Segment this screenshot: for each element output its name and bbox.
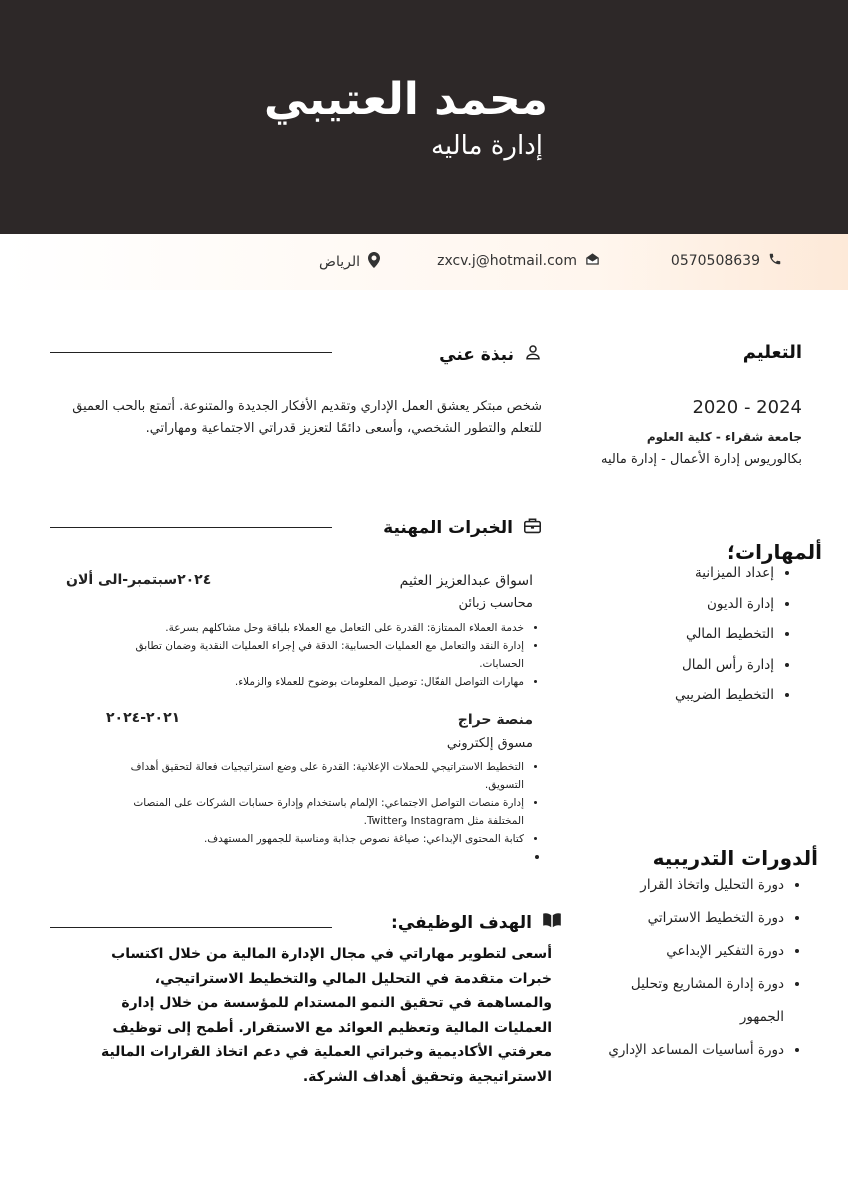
education-title-text: التعليم xyxy=(742,342,802,363)
objective-divider xyxy=(50,927,332,928)
objective-title-text: الهدف الوظيفي: xyxy=(391,912,532,933)
about-title-text: نبذة عني xyxy=(439,344,514,365)
location-pin-icon xyxy=(368,252,380,272)
contact-email xyxy=(437,252,600,270)
list-item: • دورة التحليل واتخاذ القرار xyxy=(584,869,784,902)
courses-title-text: ألدورات التدريبيه xyxy=(652,846,818,870)
education-degree: بكالوريوس إدارة الأعمال - إدارة ماليه xyxy=(601,452,802,467)
job-company: منصة حراج xyxy=(457,712,533,728)
list-item: • إدارة النقد والتعامل مع العمليات الحسابية: الدقة في إجراء العمليات النقدية وضمان تطابق الحسابات. xyxy=(94,637,524,673)
list-item: • التخطيط المالي xyxy=(675,619,774,650)
contact-phone xyxy=(671,252,782,270)
contact-bar xyxy=(0,234,848,290)
job-points xyxy=(94,619,540,691)
education-title xyxy=(743,342,802,363)
list-item: • دورة إدارة المشاريع وتحليل الجمهور xyxy=(584,968,784,1034)
job-date: ٢٠٢١-٢٠٢٤ xyxy=(106,710,181,726)
job-points xyxy=(94,758,540,866)
list-item: • دورة التخطيط الاستراتي xyxy=(584,902,784,935)
skills-list xyxy=(675,558,790,711)
email-icon xyxy=(585,252,600,270)
location-text: الرياض xyxy=(319,254,360,270)
courses-title xyxy=(653,846,818,870)
job-company: اسواق عبدالعزيز العثيم xyxy=(399,573,533,589)
list-item: • التخطيط الضريبي xyxy=(675,680,774,711)
contact-location xyxy=(319,252,380,272)
email-address: zxcv.j@hotmail.com xyxy=(437,253,577,269)
list-item: • مهارات التواصل الفعّال: توصيل المعلومات بوضوح للعملاء والزملاء. xyxy=(94,673,524,691)
education-school: جامعة شقراء - كلية العلوم xyxy=(646,430,802,444)
education-years: 2020 - 2024 xyxy=(692,397,802,418)
book-icon xyxy=(542,912,562,933)
about-text: شخص مبتكر يعشق العمل الإداري وتقديم الأفكار الجديدة والمتنوعة. أتمتع بالحب العميق للتعلم والتطور الشخصي، وأسعى دائمًا لتعزيز قدراتي الاجتماعية ومهاراتي. xyxy=(72,399,542,436)
about-title xyxy=(439,343,542,366)
list-item: • دورة أساسيات المساعد الإداري xyxy=(584,1034,784,1067)
list-item: • التخطيط الاستراتيجي للحملات الإعلانية: القدرة على وضع استراتيجيات فعالة لتحقيق أهداف التسويق. xyxy=(94,758,524,794)
skills-title-text: ألمهارات؛ xyxy=(727,540,822,564)
experience-title xyxy=(383,517,542,539)
briefcase-icon xyxy=(523,517,542,539)
job-position: مسوق إلكتروني xyxy=(446,736,533,751)
job-position: محاسب زبائن xyxy=(458,596,533,611)
phone-number: 0570508639 xyxy=(670,253,760,269)
resume-header xyxy=(0,0,848,234)
courses-list xyxy=(584,869,800,1067)
phone-icon xyxy=(768,252,782,270)
list-item: • دورة التفكير الإبداعي xyxy=(584,935,784,968)
list-item: • إدارة رأس المال xyxy=(675,650,774,681)
about-divider xyxy=(50,352,332,353)
user-icon xyxy=(524,343,542,366)
experience-title-text: الخبرات المهنية xyxy=(383,518,513,538)
objective-title xyxy=(391,912,562,933)
list-item xyxy=(94,848,524,866)
person-name: محمد العتيبي xyxy=(263,74,548,125)
list-item: • خدمة العملاء الممتازة: القدرة على التعامل مع العملاء بلباقة وحل مشاكلهم بسرعة. xyxy=(94,619,524,637)
objective-text: أسعى لتطوير مهاراتي في مجال الإدارة المالية من خلال اكتساب خبرات متقدمة في التحليل المالي والتخطيط الاستراتيجي، والمساهمة في تحقيق النمو المستدام للمؤسسة من خلال إدارة العمليات المالية وتعظيم العوائد مع الاستقرار. أطمح إلى توظيف معرفتي الأكاديمية وخبراتي العملية في دعم اتخاذ القرارات المالية الاستراتيجية وتحقيق أهداف الشركة. xyxy=(100,946,552,1085)
list-item: • إدارة الديون xyxy=(675,589,774,620)
person-role: إدارة ماليه xyxy=(430,131,543,161)
list-item: • إعداد الميزانية xyxy=(675,558,774,589)
job-date: ٢٠٢٤سبتمبر-الى ألان xyxy=(66,572,212,588)
list-item: • كتابة المحتوى الإبداعي: صياغة نصوص جذابة ومناسبة للجمهور المستهدف. xyxy=(94,830,524,848)
list-item: • إدارة منصات التواصل الاجتماعي: الإلمام باستخدام وإدارة حسابات الشركات على المنصات المختلفة مثل Instagram وTwitter. xyxy=(94,794,524,830)
experience-divider xyxy=(50,527,332,528)
